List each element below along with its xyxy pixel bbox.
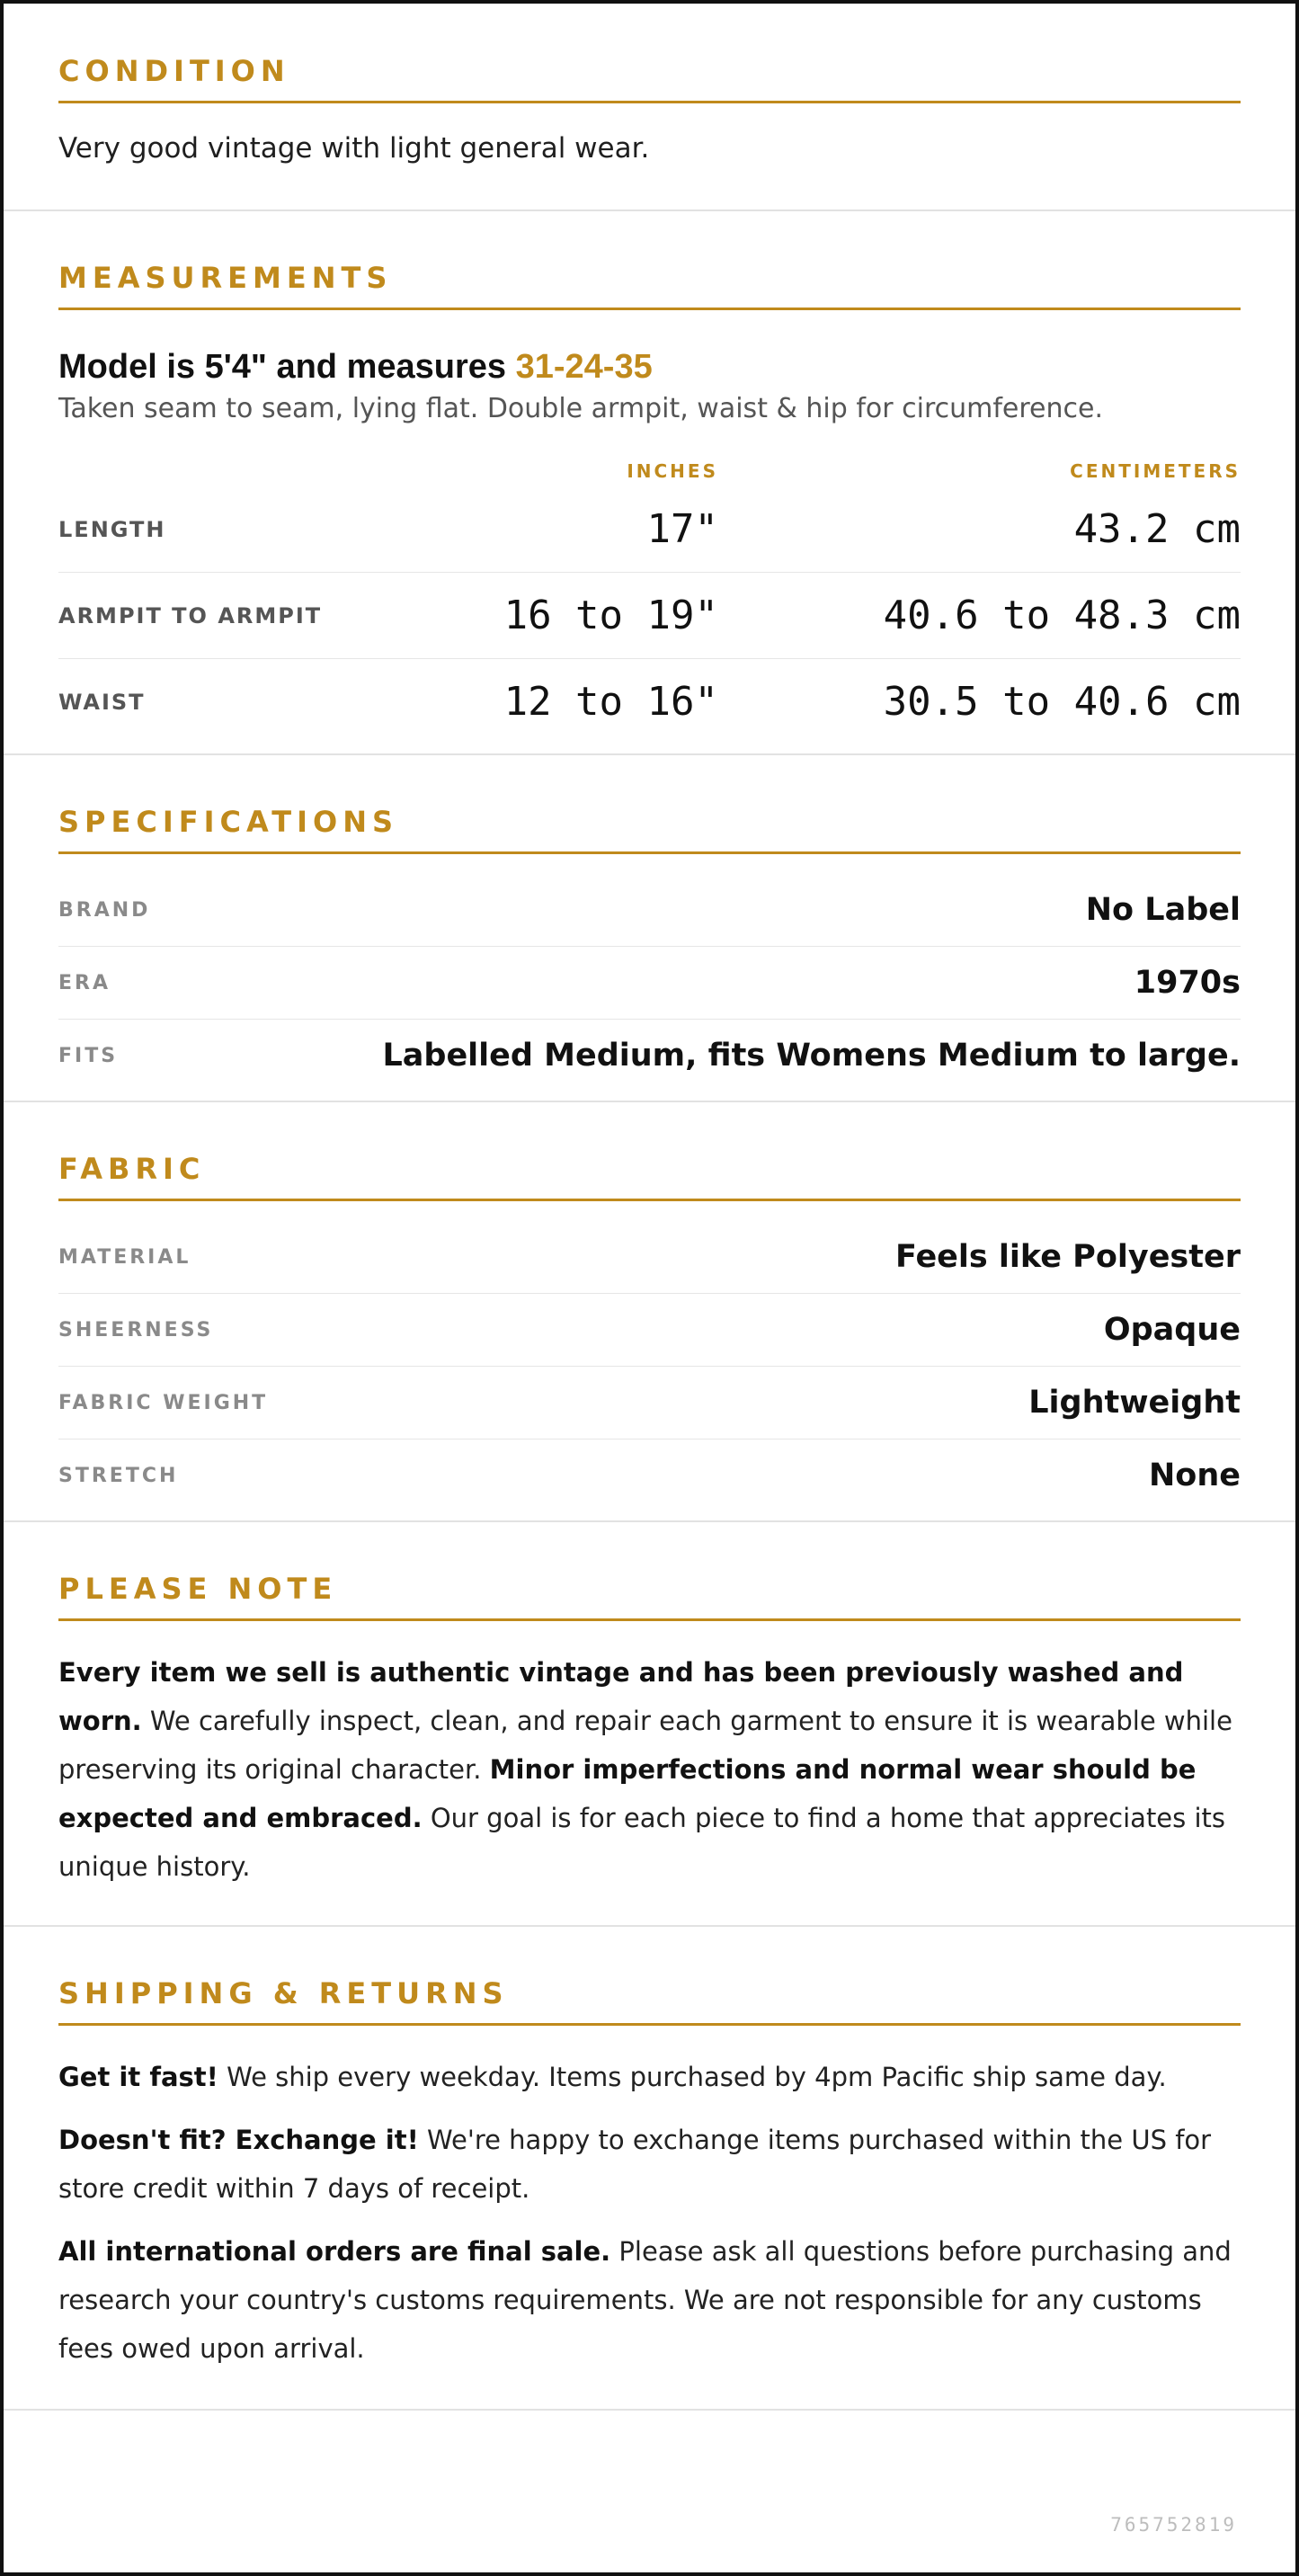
product-id: 765752819 xyxy=(1110,2514,1237,2536)
table-row xyxy=(58,486,1241,573)
fabric-value: Lightweight xyxy=(1028,1385,1241,1421)
measurements-header-row xyxy=(58,456,1241,486)
condition-title: CONDITION xyxy=(58,54,1241,103)
please-note-title: PLEASE NOTE xyxy=(58,1572,1241,1621)
table-row xyxy=(58,659,1241,744)
list-item xyxy=(58,1367,1241,1440)
measure-label: LENGTH xyxy=(58,516,166,542)
measure-cm: 30.5 to 40.6 cm xyxy=(883,679,1241,725)
spec-value: 1970s xyxy=(1134,965,1241,1001)
please-note-body xyxy=(58,1621,1241,1925)
note-text-2: Our goal is for each piece to find a home that appreciates its unique history. xyxy=(58,1803,1226,1882)
fabric-label: STRETCH xyxy=(58,1464,179,1487)
list-item xyxy=(58,1221,1241,1294)
specifications-section xyxy=(4,755,1295,1102)
fabric-title: FABRIC xyxy=(58,1152,1241,1201)
spec-label: ERA xyxy=(58,971,111,994)
shipping-returns-title: SHIPPING & RETURNS xyxy=(58,1976,1241,2026)
list-item xyxy=(58,1440,1241,1511)
shipping-bold-international: All international orders are final sale. xyxy=(58,2236,611,2267)
spec-label: BRAND xyxy=(58,898,151,922)
specifications-list xyxy=(58,874,1241,1101)
spec-value: No Label xyxy=(1085,892,1241,928)
shipping-returns-section xyxy=(4,1927,1295,2411)
measure-cm: 40.6 to 48.3 cm xyxy=(883,593,1241,638)
please-note-section xyxy=(4,1522,1295,1927)
measure-inches: 17" xyxy=(646,506,718,552)
fabric-label: FABRIC WEIGHT xyxy=(58,1391,269,1414)
measure-label: WAIST xyxy=(58,689,146,715)
model-measurements xyxy=(58,346,1241,388)
list-item xyxy=(58,1020,1241,1092)
table-row xyxy=(58,573,1241,659)
shipping-paragraph-exchange xyxy=(58,2116,1241,2213)
note-bold-1: Every item we sell is authentic vintage and has been previously washed and worn. xyxy=(58,1657,1184,1736)
condition-text: Very good vintage with light general wear. xyxy=(58,132,650,165)
fabric-value: None xyxy=(1149,1457,1241,1493)
measure-cm: 43.2 cm xyxy=(1073,506,1241,552)
shipping-returns-body xyxy=(58,2026,1241,2409)
measure-label: ARMPIT TO ARMPIT xyxy=(58,602,323,628)
list-item xyxy=(58,947,1241,1020)
measurements-title: MEASUREMENTS xyxy=(58,261,1241,310)
note-bold-2: Minor imperfections and normal wear should be expected and embraced. xyxy=(58,1754,1197,1833)
fabric-section xyxy=(4,1102,1295,1522)
shipping-text-international: Please ask all questions before purchasing and research your country's customs requirements. We are not responsible for any customs fees owed upon arrival. xyxy=(58,2236,1232,2364)
fabric-label: MATERIAL xyxy=(58,1245,191,1269)
list-item xyxy=(58,1294,1241,1367)
measure-inches: 12 to 16" xyxy=(503,679,718,725)
shipping-bold-exchange: Doesn't fit? Exchange it! xyxy=(58,2125,419,2155)
list-item xyxy=(58,874,1241,947)
measurements-table xyxy=(58,456,1241,753)
fabric-label: SHEERNESS xyxy=(58,1318,214,1341)
note-text-1: We carefully inspect, clean, and repair each garment to ensure it is wearable while preserving its original character. xyxy=(58,1706,1232,1785)
condition-section xyxy=(4,4,1295,211)
measurements-section xyxy=(4,211,1295,755)
measure-inches: 16 to 19" xyxy=(503,593,718,638)
fabric-value: Feels like Polyester xyxy=(894,1239,1241,1275)
col-cm-header: CENTIMETERS xyxy=(1070,460,1241,482)
measurements-subtitle: Taken seam to seam, lying flat. Double armpit, waist & hip for circumference. xyxy=(58,393,1104,424)
shipping-text-exchange: We're happy to exchange items purchased within the US for store credit within 7 days of receipt. xyxy=(58,2125,1212,2204)
model-measures-value: 31-24-35 xyxy=(515,348,653,386)
shipping-bold-fast: Get it fast! xyxy=(58,2062,218,2092)
fabric-list xyxy=(58,1221,1241,1520)
shipping-paragraph-international xyxy=(58,2227,1241,2373)
spec-label: FITS xyxy=(58,1044,119,1067)
col-inches-header: INCHES xyxy=(627,460,718,482)
please-note-paragraph xyxy=(58,1648,1241,1891)
shipping-text-fast: We ship every weekday. Items purchased by 4pm Pacific ship same day. xyxy=(218,2062,1167,2092)
model-prefix: Model is 5'4" and measures xyxy=(58,348,516,386)
shipping-paragraph-fast xyxy=(58,2053,1241,2101)
specifications-title: SPECIFICATIONS xyxy=(58,805,1241,854)
fabric-value: Opaque xyxy=(1103,1312,1241,1348)
spec-value: Labelled Medium, fits Womens Medium to large. xyxy=(382,1038,1241,1074)
